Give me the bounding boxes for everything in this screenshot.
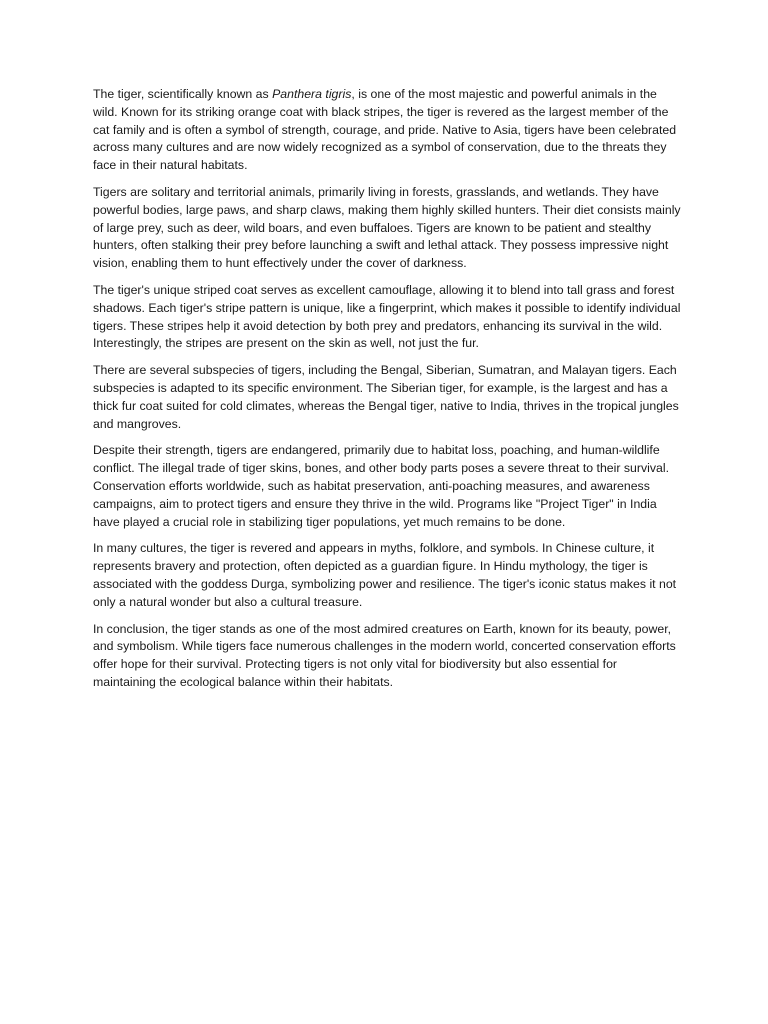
paragraph-conservation: Despite their strength, tigers are endangered, primarily due to habitat loss, poaching, and human-wildlife conflict. The illegal trade of tiger skins, bones, and other body parts poses a severe threat to their survival. Conservation efforts worldwide, such as habitat preservation, anti-poaching measures, and awareness campaigns, aim to protect tigers and ensure they thrive in the wild. Programs like "Project Tiger" in India have played a crucial role in stabilizing tiger populations, yet much remains to be done. — [93, 443, 669, 529]
paragraph-intro — [93, 86, 681, 175]
paragraph-intro-lead: The tiger, scientifically known as — [93, 87, 273, 101]
paragraph-intro-rest: , is one of the most majestic and powerful animals in the wild. Known for its striking orange coat with black stripes, the tiger is revered as the largest member of the cat family and is often a symbol of strength, courage, and pride. Native to Asia, tigers have been celebrated across many cultures and are now widely recognized as a symbol of conservation, due to the threats they face in their natural habitats. — [93, 87, 677, 173]
paragraph-behavior: Tigers are solitary and territorial animals, primarily living in forests, grasslands, and wetlands. They have powerful bodies, large paws, and sharp claws, making them highly skilled hunters. Their diet consists mainly of large prey, such as deer, wild boars, and even buffaloes. Tigers are known to be patient and stealthy hunters, often stalking their prey before launching a swift and lethal attack. They possess impressive night vision, enabling them to hunt effectively under the cover of darkness. — [93, 184, 681, 271]
paragraph-conclusion: In conclusion, the tiger stands as one of the most admired creatures on Earth, known for its beauty, power, and symbolism. While tigers face numerous challenges in the modern world, concerted conservation efforts offer hope for their survival. Protecting tigers is not only vital for biodiversity but also essential for maintaining the ecological balance within their habitats. — [93, 621, 676, 689]
paragraph-camouflage: The tiger's unique striped coat serves as excellent camouflage, allowing it to blend into tall grass and forest shadows. Each tiger's stripe pattern is unique, like a fingerprint, which makes it possible to identify individual tigers. These stripes help it avoid detection by both prey and predators, enhancing its survival in the wild. Interestingly, the stripes are present on the skin as well, not just the fur. — [93, 282, 681, 351]
document-body — [93, 86, 681, 701]
paragraph-culture: In many cultures, the tiger is revered and appears in myths, folklore, and symbols. In Chinese culture, it represents bravery and protection, often depicted as a guardian figure. In Hindu mythology, the tiger is associated with the goddess Durga, symbolizing power and resilience. The tiger's iconic status makes it not only a natural wonder but also a cultural treasure. — [93, 541, 677, 609]
paragraph-subspecies: There are several subspecies of tigers, including the Bengal, Siberian, Sumatran, and Malayan tigers. Each subspecies is adapted to its specific environment. The Siberian tiger, for example, is the largest and has a thick fur coat suited for cold climates, whereas the Bengal tiger, native to India, thrives in the tropical jungles and mangroves. — [93, 363, 679, 431]
scientific-name: Panthera tigris — [272, 87, 352, 101]
